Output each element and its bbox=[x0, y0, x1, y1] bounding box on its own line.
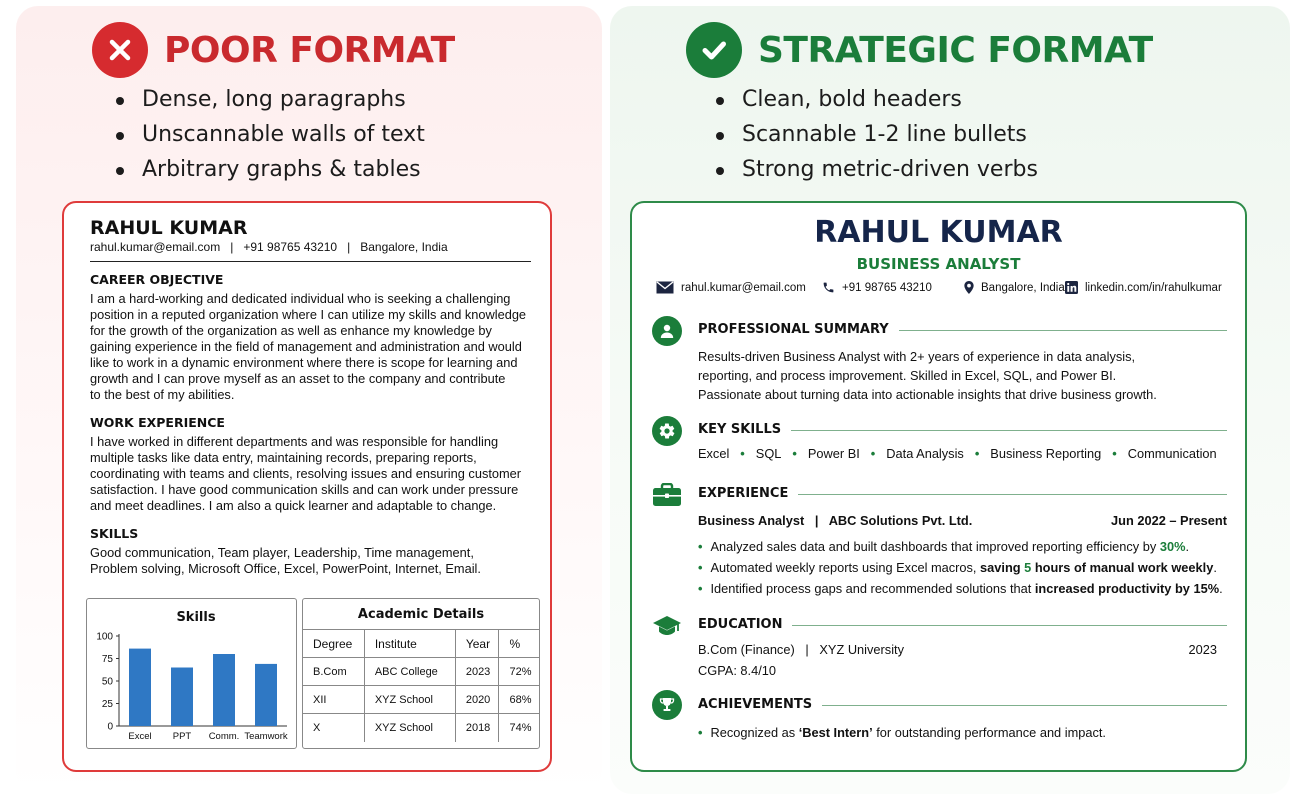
bullet-end: . bbox=[1185, 539, 1190, 554]
bullet-text: Identified process gaps and recommended solutions that bbox=[710, 581, 1035, 596]
table-cell: B.Com bbox=[303, 658, 364, 686]
contact-location bbox=[964, 281, 1065, 294]
contact-email-text: rahul.kumar@email.com bbox=[681, 281, 806, 294]
table-cell: XII bbox=[303, 686, 364, 714]
summary-text bbox=[698, 347, 1157, 404]
person-icon bbox=[652, 316, 682, 346]
strategic-resume-card bbox=[630, 201, 1247, 772]
text-line: for the growth of the organization as well as enhance my knowledge by bbox=[90, 323, 492, 338]
table-cell: 74% bbox=[499, 714, 539, 742]
chart-title: Skills bbox=[176, 610, 216, 625]
education-heading: EDUCATION bbox=[698, 617, 792, 632]
poor-resume-contact: rahul.kumar@email.com | +91 98765 43210 | Bangalore, India bbox=[90, 240, 448, 254]
location-pin-icon bbox=[964, 281, 974, 294]
skill-item: Excel bbox=[698, 446, 730, 461]
table-cell: 2020 bbox=[455, 686, 499, 714]
divider bbox=[880, 330, 1227, 331]
table-cell: XYZ School bbox=[364, 714, 455, 742]
degree-line: B.Com (Finance) | XYZ University bbox=[698, 642, 904, 657]
table-cell: 2018 bbox=[455, 714, 499, 742]
table-cell: X bbox=[303, 714, 364, 742]
bullet-text: Automated weekly reports using Excel macros, bbox=[710, 560, 981, 575]
divider bbox=[784, 430, 1227, 431]
text-line: I have worked in different departments and was responsible for handling bbox=[90, 434, 499, 449]
job-title: Business Analyst bbox=[698, 513, 805, 528]
column-header: Institute bbox=[364, 630, 455, 658]
bold-text: saving bbox=[980, 560, 1025, 575]
table-header-row bbox=[303, 630, 539, 658]
list-item bbox=[698, 578, 1223, 599]
poor-objective-heading: CAREER OBJECTIVE bbox=[90, 272, 224, 287]
skill-item: Business Reporting bbox=[990, 446, 1102, 461]
contact-linkedin-text: linkedin.com/in/rahulkumar bbox=[1085, 281, 1222, 294]
checkmark-icon bbox=[686, 22, 742, 78]
strategic-point: Clean, bold headers bbox=[714, 85, 1038, 120]
bold-text: ‘Best Intern’ bbox=[798, 725, 873, 740]
poor-work-text bbox=[90, 434, 535, 514]
list-item bbox=[698, 536, 1223, 557]
poor-point: Arbitrary graphs & tables bbox=[114, 155, 425, 190]
x-tick-label: Comm. bbox=[208, 731, 240, 742]
skill-item: Power BI bbox=[807, 446, 860, 461]
summary-heading: PROFESSIONAL SUMMARY bbox=[698, 322, 899, 337]
metric-highlight: 5 bbox=[1024, 560, 1032, 575]
y-tick-label: 25 bbox=[101, 699, 113, 710]
table-row bbox=[303, 714, 539, 742]
y-tick-label: 0 bbox=[107, 721, 113, 733]
cgpa: CGPA: 8.4/10 bbox=[698, 663, 777, 678]
contact-phone-text: +91 98765 43210 bbox=[842, 281, 932, 294]
bold-text: hours of manual work weekly bbox=[1031, 560, 1214, 575]
bar bbox=[213, 654, 235, 726]
strategic-format-header bbox=[686, 22, 1153, 78]
poor-format-points bbox=[114, 85, 425, 190]
table-cell: 68% bbox=[499, 686, 539, 714]
text-line: Good communication, Team player, Leadership, Time management, bbox=[90, 545, 474, 560]
poor-skills-heading: SKILLS bbox=[90, 526, 139, 541]
column-header: % bbox=[499, 630, 539, 658]
table-cell: 72% bbox=[499, 658, 539, 686]
strategic-point: Strong metric-driven verbs bbox=[714, 155, 1038, 190]
poor-resume-name: RAHUL KUMAR bbox=[90, 217, 248, 239]
poor-format-header bbox=[92, 22, 455, 78]
linkedin-icon bbox=[1065, 281, 1078, 294]
text-line: position in a reputed organization where I can utilize my skills and knowledge bbox=[90, 307, 527, 322]
y-tick-label: 75 bbox=[101, 654, 113, 665]
poor-resume-card bbox=[62, 201, 552, 772]
skills-list: Excel • SQL • Power BI • Data Analysis • Business Reporting • Communication bbox=[698, 446, 1217, 461]
metric-highlight: 30% bbox=[1159, 539, 1186, 554]
experience-heading: EXPERIENCE bbox=[698, 486, 798, 501]
bar bbox=[171, 668, 193, 727]
text-line: multiple tasks like data entry, maintaining records, preparing reports, bbox=[90, 450, 477, 465]
bullet-end: . bbox=[1219, 581, 1223, 596]
skills-chart-svg bbox=[87, 599, 296, 748]
education-year: 2023 bbox=[1188, 642, 1217, 657]
contact-linkedin bbox=[1065, 281, 1222, 294]
achievements-heading: ACHIEVEMENTS bbox=[698, 697, 822, 712]
job-title-line bbox=[698, 513, 972, 528]
company-name: ABC Solutions Pvt. Ltd. bbox=[828, 513, 973, 528]
poor-format-title: POOR FORMAT bbox=[164, 29, 455, 71]
text-line: gaining experience in the field of management and administration and would bbox=[90, 339, 522, 354]
bullet-text: Analyzed sales data and built dashboards that improved reporting efficiency by bbox=[710, 539, 1160, 554]
strategic-point: Scannable 1-2 line bullets bbox=[714, 120, 1038, 155]
divider bbox=[790, 625, 1227, 626]
experience-bullets bbox=[698, 536, 1223, 599]
poor-point: Dense, long paragraphs bbox=[114, 85, 425, 120]
text-line: I am a hard-working and dedicated individual who is seeking a challenging bbox=[90, 291, 511, 306]
poor-point: Unscannable walls of text bbox=[114, 120, 425, 155]
divider bbox=[792, 494, 1227, 495]
bar bbox=[129, 649, 151, 726]
bullet-text: Recognized as bbox=[710, 725, 799, 740]
achievement-item bbox=[698, 723, 1106, 742]
table-cell: XYZ School bbox=[364, 686, 455, 714]
academic-details-box bbox=[302, 598, 540, 749]
text-line: reporting, and process improvement. Skilled in Excel, SQL, and Power BI. bbox=[698, 368, 1117, 383]
column-header: Degree bbox=[303, 630, 364, 658]
contact-phone bbox=[822, 281, 932, 294]
table-row bbox=[303, 686, 539, 714]
separator: | bbox=[814, 513, 819, 528]
text-line: satisfaction. I have good communication skills and can work under pressure bbox=[90, 482, 519, 497]
briefcase-icon bbox=[652, 480, 682, 510]
bullet-end: . bbox=[1213, 560, 1217, 575]
text-line: like to work in a dynamic environment where there is scope for learning and bbox=[90, 355, 518, 370]
list-item bbox=[698, 723, 1106, 742]
mail-icon bbox=[656, 281, 674, 294]
list-item bbox=[698, 557, 1223, 578]
text-line: Results-driven Business Analyst with 2+ years of experience in data analysis, bbox=[698, 349, 1136, 364]
column-header: Year bbox=[455, 630, 499, 658]
skill-item: Data Analysis bbox=[886, 446, 964, 461]
skill-item: SQL bbox=[755, 446, 782, 461]
table-cell: 2023 bbox=[455, 658, 499, 686]
contact-email bbox=[656, 281, 806, 294]
strategic-format-title: STRATEGIC FORMAT bbox=[758, 29, 1153, 71]
bar bbox=[255, 664, 277, 726]
y-tick-label: 50 bbox=[101, 676, 113, 688]
trophy-icon bbox=[652, 690, 682, 720]
close-x-icon bbox=[92, 22, 148, 78]
contact-location-text: Bangalore, India bbox=[981, 281, 1065, 294]
text-line: Problem solving, Microsoft Office, Excel, PowerPoint, Internet, Email. bbox=[90, 561, 481, 576]
text-line: Passionate about turning data into actionable insights that drive business growth. bbox=[698, 387, 1157, 402]
x-tick-label: PPT bbox=[172, 731, 192, 742]
skill-item: Communication bbox=[1127, 446, 1217, 461]
skills-bar-chart bbox=[86, 598, 297, 749]
text-line: to the best of my abilities. bbox=[90, 387, 235, 402]
graduation-cap-icon bbox=[652, 611, 682, 641]
job-dates: Jun 2022 – Present bbox=[1111, 513, 1227, 528]
x-tick-label: Excel bbox=[128, 731, 152, 742]
table-cell: ABC College bbox=[364, 658, 455, 686]
divider bbox=[816, 705, 1227, 706]
skills-heading: KEY SKILLS bbox=[698, 422, 791, 437]
academic-details-title: Academic Details bbox=[357, 607, 485, 622]
text-line: coordinating with teams and clients, resolving issues and ensuring customer bbox=[90, 466, 522, 481]
strategic-resume-name: RAHUL KUMAR bbox=[814, 215, 1063, 250]
bullet-end: for outstanding performance and impact. bbox=[872, 725, 1106, 740]
poor-work-heading: WORK EXPERIENCE bbox=[90, 415, 225, 430]
poor-objective-text bbox=[90, 291, 535, 403]
phone-icon bbox=[822, 281, 835, 294]
gear-icon bbox=[652, 416, 682, 446]
table-row bbox=[303, 658, 539, 686]
text-line: and meet deadlines. I am also a quick learner and adaptable to change. bbox=[90, 498, 497, 513]
divider bbox=[90, 261, 531, 262]
poor-skills-text bbox=[90, 545, 481, 577]
y-tick-label: 100 bbox=[96, 631, 113, 643]
text-line: growth and I can prove myself as an asset to the company and contribute bbox=[90, 371, 506, 386]
strategic-resume-role: BUSINESS ANALYST bbox=[856, 255, 1021, 273]
strategic-format-points bbox=[714, 85, 1038, 190]
academic-details-table bbox=[303, 629, 539, 742]
x-tick-label: Teamwork bbox=[244, 731, 288, 742]
bold-text: increased productivity by 15% bbox=[1034, 581, 1220, 596]
